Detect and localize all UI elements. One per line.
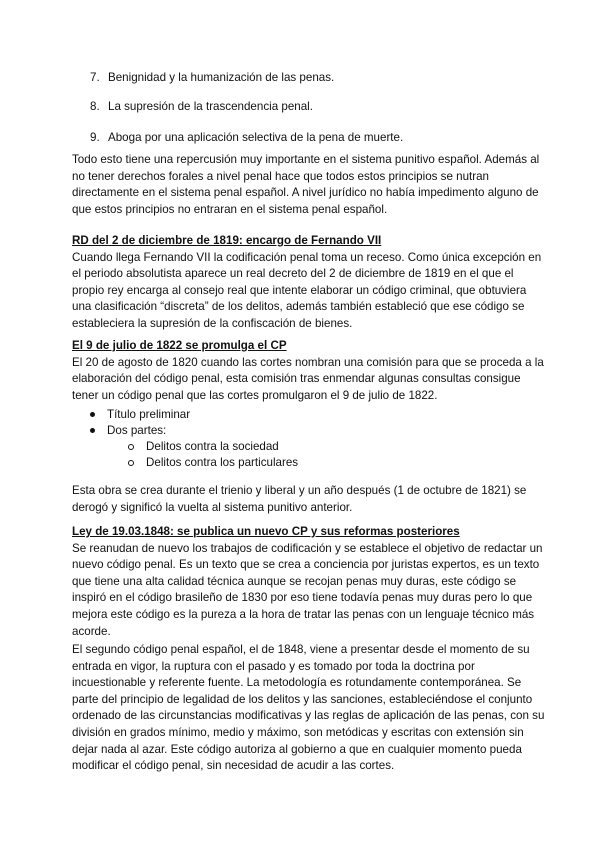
text-line: El segundo código penal español, el de 1848, viene a presentar desde el momento de su [72, 643, 530, 656]
section [72, 524, 542, 640]
circle-bullet-icon [128, 460, 134, 466]
section-heading: El 9 de julio de 1822 se promulga el CP [72, 339, 287, 352]
text-line: división en grados mínimo, medio y máximo, son metódicas y escritas con extensión sin [72, 725, 524, 739]
text-line: ordenado de las circunstancias modificativas y las reglas de aplicación de las penas, con su [72, 709, 545, 723]
section [72, 338, 542, 404]
numbered-item [90, 130, 403, 147]
text-line: dejar nada al azar. Este código autoriza al gobierno a que en cualquier momento pueda [72, 742, 522, 756]
numbered-item [90, 99, 313, 116]
circle-bullet-icon [128, 444, 134, 450]
item-text: Benignidad y la humanización de las penas. [108, 71, 335, 84]
text-line: inspiró en el código brasileño de 1830 por eso tiene todavía penas muy duras pero lo que [72, 591, 533, 605]
item-text: La supresión de la trascendencia penal. [108, 100, 313, 113]
text-line: nuevo código penal. Es un texto que se crea a conciencia por juristas expertos, es un texto [72, 558, 540, 572]
item-number: 7. [90, 71, 100, 84]
item-number: 8. [90, 100, 100, 113]
text-line: que estos principios no entraran en el sistema penal español. [72, 202, 388, 216]
bullet-item [90, 423, 166, 440]
text-line: Esta obra se crea durante el trienio y liberal y un año después (1 de octubre de 1821) se [72, 484, 527, 497]
paragraph [72, 483, 542, 516]
text-line: incuestionable y referente fuente. La metodología es rotundamente contemporánea. Se [72, 676, 522, 690]
bullet-item [128, 439, 279, 456]
item-number: 9. [90, 131, 100, 144]
numbered-item [90, 70, 334, 87]
text-line: entrada en vigor, la ruptura con el pasado y es tomado por toda la doctrina por [72, 659, 475, 673]
text-line: Todo esto tiene una repercusión muy importante en el sistema punitivo español. Además al [72, 153, 540, 166]
bullet-text: Delitos contra la sociedad [146, 440, 279, 453]
text-line: una clasificación “discreta” de los delitos, además también estableció que ese código se [72, 300, 525, 314]
bullet-item [90, 407, 190, 424]
paragraph [72, 152, 542, 218]
text-line: que tiene una alta calidad técnica aunque se recojan penas muy duras, este código se [72, 574, 517, 588]
text-line: Se reanudan de nuevo los trabajos de codificación y se establece el objetivo de redactar un [72, 541, 543, 555]
bullet-text: Título preliminar [107, 408, 191, 421]
text-line: estableciera la supresión de la confiscación de bienes. [72, 316, 353, 330]
text-line: acorde. [72, 624, 111, 638]
item-text: Aboga por una aplicación selectiva de la pena de muerte. [108, 131, 404, 144]
text-line: el periodo absolutista aparece un real decreto del 2 de diciembre de 1819 en el que el [72, 267, 514, 281]
bullet-icon [90, 428, 95, 433]
section [72, 233, 542, 333]
text-line: Cuando llega Fernando VII la codificación penal toma un receso. Como única excepción en [72, 250, 542, 264]
text-line: tener un código penal que las cortes promulgaron el 9 de julio de 1822. [72, 388, 438, 402]
section-heading: Ley de 19.03.1848: se publica un nuevo CP y sus reformas posteriores [72, 525, 460, 538]
text-line: mejora este código es la pureza a la hora de tratar las penas con un lenguaje técnico más [72, 607, 535, 621]
section-heading: RD del 2 de diciembre de 1819: encargo de Fernando VII [72, 234, 382, 247]
bullet-item [128, 455, 298, 472]
text-line: elaboración del código penal, esta comisión tras enmendar algunas consultas consigue [72, 372, 521, 386]
text-line: modificar el código penal, sin necesidad de acudir a las cortes. [72, 759, 395, 773]
text-line: propio rey encarga al consejo real que intente elaborar un código criminal, que obtuviera [72, 283, 527, 297]
bullet-icon [90, 412, 95, 417]
bullet-text: Delitos contra los particulares [146, 456, 299, 469]
text-line: El 20 de agosto de 1820 cuando las cortes nombran una comisión para que se proceda a la [72, 355, 544, 369]
bullet-text: Dos partes: [107, 424, 167, 437]
text-line: parte del principio de legalidad de los delitos y las sanciones, estableciéndose el conjunto [72, 692, 533, 706]
text-line: no tener derechos forales a nivel penal hace que todos estos principios se nutran [72, 169, 489, 183]
paragraph [72, 642, 545, 775]
text-line: derogó y significó la vuelta al sistema punitivo anterior. [72, 500, 353, 514]
text-line: directamente en el sistema penal español. A nivel jurídico no había impedimento alguno de [72, 186, 539, 200]
